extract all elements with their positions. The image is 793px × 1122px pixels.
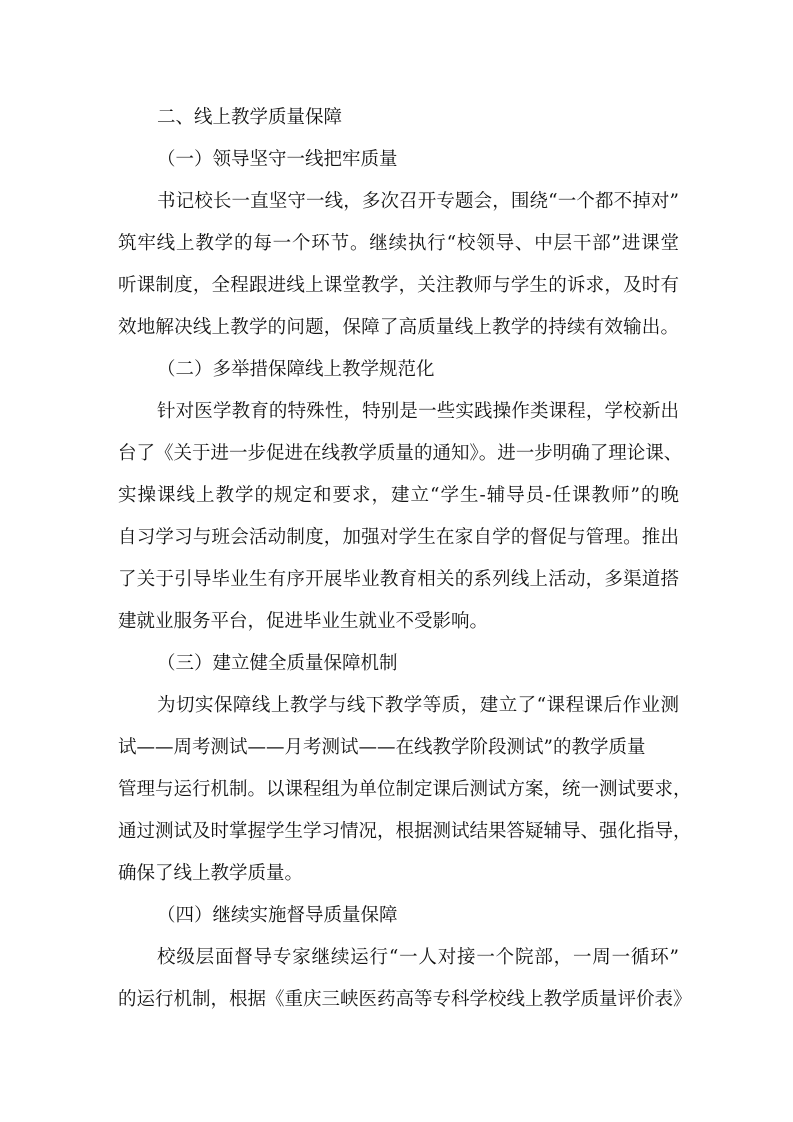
- paragraph-line: 的运行机制，根据《重庆三峡医药高等专科学校线上教学质量评价表》: [118, 989, 692, 1010]
- subsection-heading-4: （四）继续实施督导质量保障: [157, 905, 398, 926]
- paragraph-line: 校级层面督导专家继续运行“一人对接一个院部，一周一循环”: [157, 947, 679, 968]
- paragraph-line: 书记校长一直坚守一线，多次召开专题会，围绕“一个都不掉对”: [157, 191, 679, 212]
- paragraph-line: 台了《关于进一步促进在线教学质量的通知》。进一步明确了理论课、: [118, 443, 683, 464]
- paragraph-line: 为切实保障线上教学与线下教学等质，建立了“课程课后作业测: [157, 695, 679, 716]
- paragraph-line: 实操课线上教学的规定和要求，建立“学生-辅导员-任课教师”的晚: [118, 485, 679, 506]
- subsection-heading-2: （二）多举措保障线上教学规范化: [157, 359, 435, 380]
- paragraph-line: 确保了线上教学质量。: [118, 863, 304, 884]
- paragraph-line: 针对医学教育的特殊性，特别是一些实践操作类课程，学校新出: [157, 401, 679, 422]
- paragraph-line: 听课制度，全程跟进线上课堂教学，关注教师与学生的诉求，及时有: [118, 275, 679, 296]
- paragraph-line: 建就业服务平台，促进毕业生就业不受影响。: [118, 611, 489, 632]
- paragraph-line: 试——周考测试——月考测试——在线教学阶段测试”的教学质量: [118, 737, 646, 758]
- section-heading: 二、线上教学质量保障: [157, 107, 343, 128]
- subsection-heading-3: （三）建立健全质量保障机制: [157, 653, 398, 674]
- paragraph-line: 通过测试及时掌握学生学习情况，根据测试结果答疑辅导、强化指导，: [118, 821, 692, 842]
- paragraph-line: 了关于引导毕业生有序开展毕业教育相关的系列线上活动，多渠道搭: [118, 569, 679, 590]
- paragraph-line: 筑牢线上教学的每一个环节。继续执行“校领导、中层干部”进课堂: [118, 233, 679, 254]
- paragraph-line: 自习学习与班会活动制度，加强对学生在家自学的督促与管理。推出: [118, 527, 679, 548]
- paragraph-line: 效地解决线上教学的问题，保障了高质量线上教学的持续有效输出。: [118, 317, 679, 338]
- paragraph-line: 管理与运行机制。以课程组为单位制定课后测试方案，统一测试要求，: [118, 779, 692, 800]
- subsection-heading-1: （一）领导坚守一线把牢质量: [157, 149, 398, 170]
